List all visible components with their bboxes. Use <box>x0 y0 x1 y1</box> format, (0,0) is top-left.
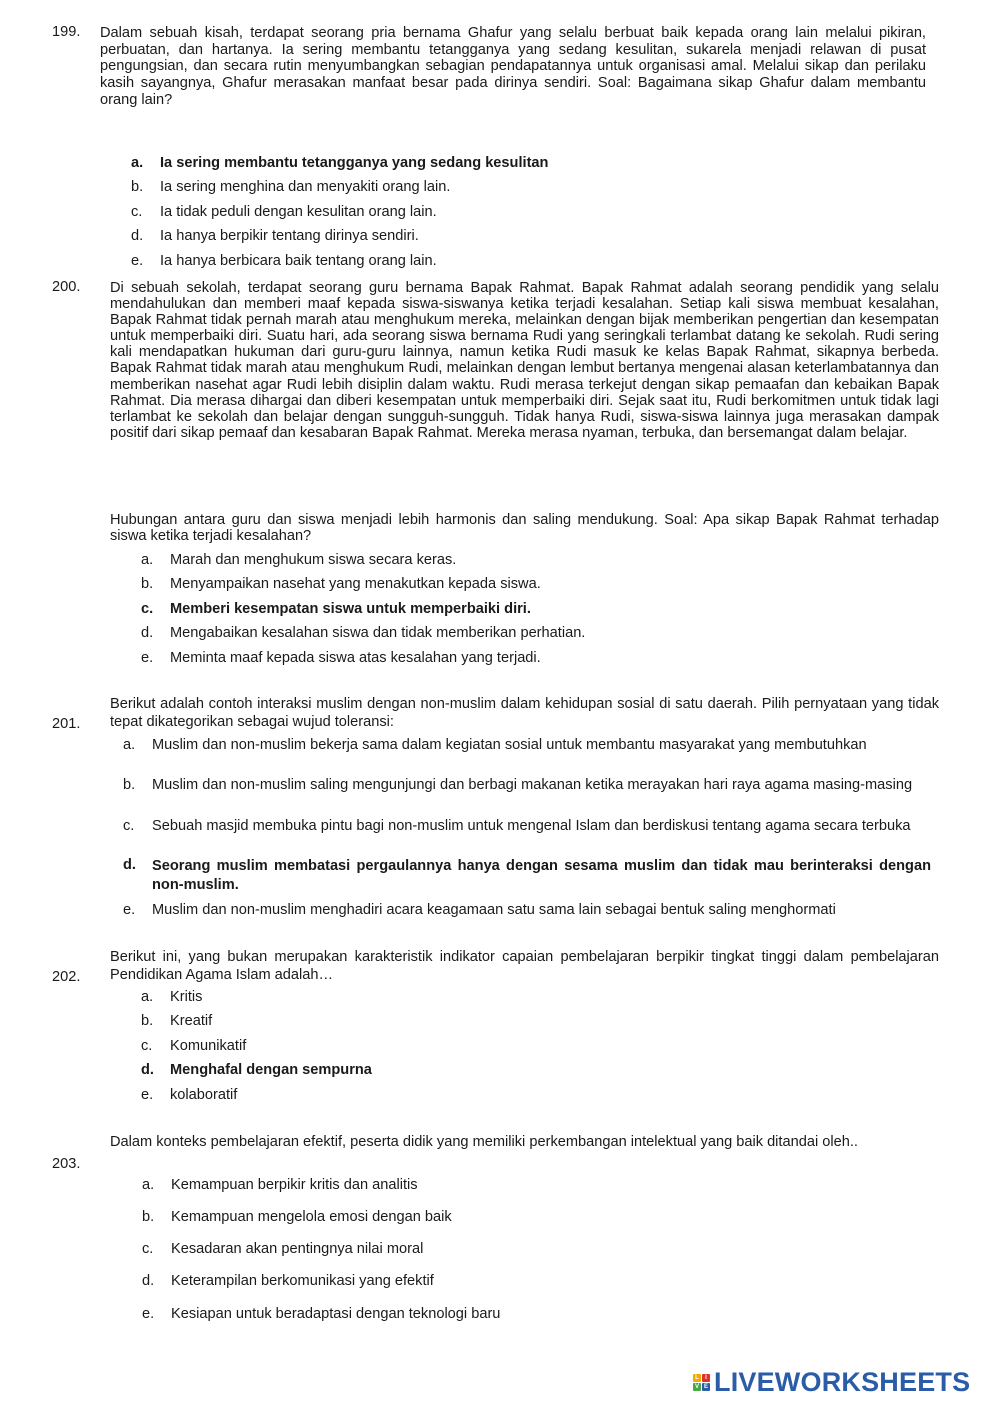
option-text: Ia sering menghina dan menyakiti orang lain. <box>160 179 451 195</box>
question-stem: Dalam konteks pembelajaran efektif, peserta didik yang memiliki perkembangan intelektual yang baik ditandai oleh.. <box>110 1134 858 1150</box>
option-letter: a. <box>141 989 154 1005</box>
option-text: Menghafal dengan sempurna <box>170 1062 372 1078</box>
option-letter: d. <box>141 625 154 641</box>
question-stem: Dalam sebuah kisah, terdapat seorang pria bernama Ghafur yang selalu berbuat baik kepada orang lain melalui pikiran, perbuatan, dan hartanya. Ia sering membantu tetangganya yang sedang kesulitan, sukarela menjadi relawan di pusat pengungsian, dan secara rutin menyumbangkan sebagian pendapatannya untuk organisasi amal. Melalui sikap dan perilaku kasih sayangnya, Ghafur merasakan manfaat besar pada dirinya sendiri. Soal: Bagaimana sikap Ghafur dalam membantu orang lain? <box>100 25 926 108</box>
option-letter: c. <box>131 204 143 220</box>
option-letter: d. <box>142 1273 155 1289</box>
option-text: Keterampilan berkomunikasi yang efektif <box>171 1273 434 1289</box>
option-letter: d. <box>123 857 136 873</box>
option-text: Muslim dan non-muslim menghadiri acara keagamaan satu sama lain sebagai bentuk saling menghormati <box>152 902 836 918</box>
option-letter: c. <box>142 1241 154 1257</box>
option-letter: b. <box>131 179 144 195</box>
option-letter: e. <box>141 1087 154 1103</box>
question-stem: Di sebuah sekolah, terdapat seorang guru bernama Bapak Rahmat. Bapak Rahmat adalah seorang pendidik yang selalu mendahulukan dan memberi maaf kepada siswa-siswanya ketika terjadi kesalahan. Setiap kali siswa membuat kesalahan, Bapak Rahmat tidak pernah marah atau menghukum mereka, melainkan dengan bijak memberikan pengertian dan kesempatan untuk memperbaiki diri. Suatu hari, ada seorang siswa bernama Rudi yang seringkali terlambat datang ke sekolah. Rudi sering kali mendapatkan hukuman dari guru-guru lainnya, namun ketika Rudi masuk ke kelas Bapak Rahmat, sikapnya berbeda. Bapak Rahmat tidak marah atau menghukum Rudi, melainkan dengan lembut bertanya mengenai alasan keterlambatannya dan memberikan nasehat agar Rudi lebih disiplin dalam waktu. Rudi merasa terkejut dengan sikap pemaafan dan kebaikan Bapak Rahmat. Dia merasa dihargai dan diberi kesempatan untuk memperbaiki diri. Sejak saat itu, Rudi berkomitmen untuk tidak lagi terlambat ke sekolah dan belajar dengan sungguh-sungguh. Tidak hanya Rudi, siswa-siswa lainnya juga merasakan dampak positif dari sikap pemaaf dan kesabaran Bapak Rahmat. Mereka merasa nyaman, terbuka, dan bersemangat dalam belajar. <box>110 280 939 441</box>
option-text: Ia hanya berpikir tentang dirinya sendiri. <box>160 228 419 244</box>
option-text: Seorang muslim membatasi pergaulannya hanya dengan sesama muslim dan tidak mau berinteraksi dengan non-muslim. <box>152 858 931 893</box>
logo-mark-v: V <box>694 1384 699 1390</box>
option-text: Ia sering membantu tetangganya yang sedang kesulitan <box>160 155 549 171</box>
question-number: 199. <box>52 24 81 40</box>
option-letter: e. <box>131 253 144 269</box>
logo-mark-i: I <box>702 1374 710 1382</box>
question-number: 200. <box>52 279 81 295</box>
option-letter: d. <box>131 228 144 244</box>
option-text: kolaboratif <box>170 1087 238 1103</box>
option-letter: e. <box>141 650 154 666</box>
option-text: Sebuah masjid membuka pintu bagi non-muslim untuk mengenal Islam dan berdiskusi tentang agama secara terbuka <box>152 818 911 834</box>
question-stem: Berikut adalah contoh interaksi muslim dengan non-muslim dalam kehidupan sosial di satu daerah. Pilih pernyataan yang tidak tepat dikategorikan sebagai wujud toleransi: <box>110 696 939 730</box>
option-letter: a. <box>131 155 144 171</box>
logo-mark-icon <box>693 1374 710 1391</box>
option-text: Kreatif <box>170 1013 213 1029</box>
option-letter: b. <box>141 576 154 592</box>
question-number: 202. <box>52 969 81 985</box>
option-letter: b. <box>142 1209 155 1225</box>
option-text: Komunikatif <box>170 1038 247 1054</box>
option-text: Kemampuan berpikir kritis dan analitis <box>171 1177 418 1193</box>
option-text: Muslim dan non-muslim saling mengunjungi dan berbagi makanan ketika merayakan hari raya agama masing-masing <box>152 777 913 793</box>
question-stem: Berikut ini, yang bukan merupakan karakteristik indikator capaian pembelajaran berpikir tingkat tinggi dalam pembelajaran Pendidikan Agama Islam adalah… <box>110 949 939 983</box>
option-letter: c. <box>141 1038 153 1054</box>
question-stem-conclusion: Hubungan antara guru dan siswa menjadi lebih harmonis dan saling mendukung. Soal: Apa sikap Bapak Rahmat terhadap siswa ketika terjadi kesalahan? <box>110 512 939 545</box>
option-letter: a. <box>141 552 154 568</box>
option-letter: b. <box>141 1013 154 1029</box>
option-text: Ia hanya berbicara baik tentang orang lain. <box>160 253 437 269</box>
option-letter: b. <box>123 777 136 793</box>
option-letter: e. <box>142 1306 155 1322</box>
option-text: Kesadaran akan pentingnya nilai moral <box>171 1241 424 1257</box>
option-text: Kritis <box>170 989 203 1005</box>
logo-text: LIVEWORKSHEETS <box>714 1367 971 1398</box>
option-letter: a. <box>142 1177 155 1193</box>
option-text: Muslim dan non-muslim bekerja sama dalam kegiatan sosial untuk membantu masyarakat yang membutuhkan <box>152 737 867 753</box>
liveworksheets-logo <box>693 1367 971 1398</box>
option-text: Kesiapan untuk beradaptasi dengan teknologi baru <box>171 1306 501 1322</box>
option-text: Marah dan menghukum siswa secara keras. <box>170 552 457 568</box>
option-text: Menyampaikan nasehat yang menakutkan kepada siswa. <box>170 576 541 592</box>
option-letter: d. <box>141 1062 154 1078</box>
option-text: Memberi kesempatan siswa untuk memperbaiki diri. <box>170 601 531 617</box>
logo-mark-e: E <box>703 1384 708 1390</box>
option-letter: c. <box>141 601 154 617</box>
logo-mark-l: L <box>693 1374 701 1382</box>
option-text: Ia tidak peduli dengan kesulitan orang lain. <box>160 204 437 220</box>
option-text: Mengabaikan kesalahan siswa dan tidak memberikan perhatian. <box>170 625 586 641</box>
option-letter: e. <box>123 902 136 918</box>
option-letter: a. <box>123 737 136 753</box>
question-number: 203. <box>52 1156 81 1172</box>
option-letter: c. <box>123 818 135 834</box>
question-number: 201. <box>52 716 81 732</box>
option-text: Kemampuan mengelola emosi dengan baik <box>171 1209 452 1225</box>
option-text: Meminta maaf kepada siswa atas kesalahan yang terjadi. <box>170 650 541 666</box>
